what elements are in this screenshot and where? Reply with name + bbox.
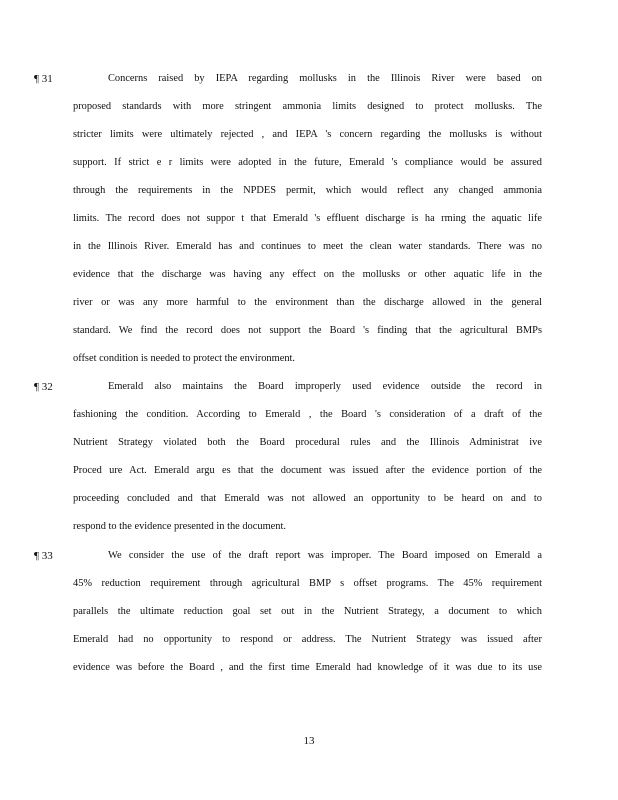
text-line: 45% reduction requirement through agricultural BMP s offset programs. The 45% requirement [73, 578, 542, 589]
text-line: Proced ure Act. Emerald argu es that the document was issued after the evidence portion of the [73, 465, 542, 476]
text-line: Concerns raised by IEPA regarding mollusks in the Illinois River were based on [108, 73, 542, 84]
text-line: We consider the use of the draft report was improper. The Board imposed on Emerald a [108, 550, 542, 561]
text-line: Emerald had no opportunity to respond or address. The Nutrient Strategy was issued after [73, 634, 542, 645]
page-number: 13 [303, 735, 315, 747]
text-line: through the requirements in the NPDES permit, which would reflect any changed ammonia [73, 185, 542, 196]
paragraph-mark: ¶ 32 [34, 381, 53, 393]
text-line: standard. We find the record does not support the Board 's finding that the agricultural BMPs [73, 325, 542, 336]
text-line: fashioning the condition. According to Emerald , the Board 's consideration of a draft of the [73, 409, 542, 420]
paragraph-mark: ¶ 31 [34, 73, 53, 85]
text-line: offset condition is needed to protect the environment. [73, 353, 295, 364]
text-line: in the Illinois River. Emerald has and continues to meet the clean water standards. There was no [73, 241, 542, 252]
text-line: evidence was before the Board , and the first time Emerald had knowledge of it was due to its use [73, 662, 542, 673]
text-line: proceeding concluded and that Emerald was not allowed an opportunity to be heard on and to [73, 493, 542, 504]
text-line: stricter limits were ultimately rejected , and IEPA 's concern regarding the mollusks is without [73, 129, 542, 140]
text-line: support. If strict e r limits were adopted in the future, Emerald 's compliance would be assured [73, 157, 542, 168]
paragraph-mark: ¶ 33 [34, 550, 53, 562]
text-line: parallels the ultimate reduction goal set out in the Nutrient Strategy, a document to which [73, 606, 542, 617]
text-line: Nutrient Strategy violated both the Board procedural rules and the Illinois Administrat ive [73, 437, 542, 448]
text-line: evidence that the discharge was having any effect on the mollusks or other aquatic life in the [73, 269, 542, 280]
text-line: respond to the evidence presented in the document. [73, 521, 286, 532]
text-line: proposed standards with more stringent ammonia limits designed to protect mollusks. The [73, 101, 542, 112]
text-line: limits. The record does not suppor t that Emerald 's effluent discharge is ha rming the aquatic life [73, 213, 542, 224]
text-line: river or was any more harmful to the environment than the discharge allowed in the general [73, 297, 542, 308]
text-line: Emerald also maintains the Board improperly used evidence outside the record in [108, 381, 542, 392]
